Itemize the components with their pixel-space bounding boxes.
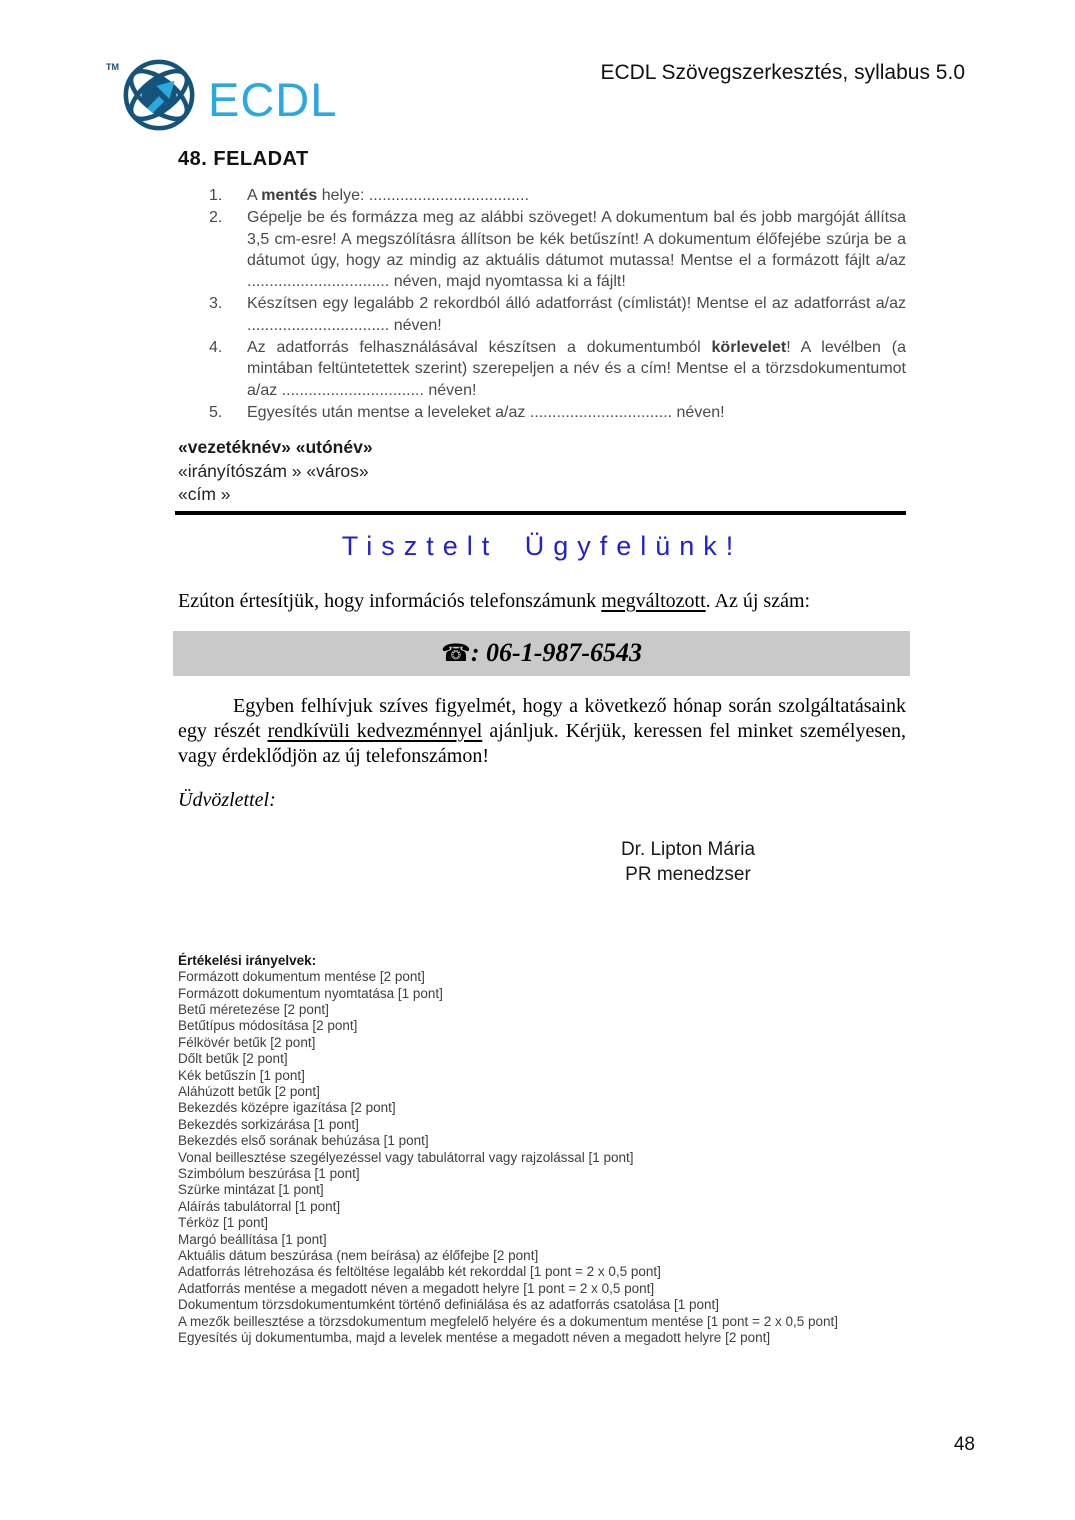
criteria-item: Térköz [1 pont] [178,1215,269,1231]
task-item-text: helye: .................................... [317,187,529,204]
telephone-icon: ☎ [440,638,471,667]
task-item-text: Gépelje be és formázza meg az alábbi szöveget! A dokumentum bal és jobb margóját állítsa 3,5 cm-esre! A megszólításra állítson be kék betűszínt! A dokumentum élőfejébe szúrja be a dátumot úgy, hogy az mindig az aktuális dátumot mutassa! Mentse el a formázott fájlt a/az ................................ néven, majd nyomtassa ki a fájlt! [247,209,906,291]
task-item-number: 4. [209,339,223,357]
task-item-3 [178,293,906,336]
task-item-2 [178,207,906,292]
criteria-item: Aláhúzott betűk [2 pont] [178,1084,320,1100]
task-heading: 48. FELADAT [178,148,309,170]
merge-field-name-line: «vezetéknév» «utónév» [178,437,373,458]
criteria-item: Formázott dokumentum mentése [2 pont] [178,969,425,985]
criteria-item: A mezők beillesztése a törzsdokumentum megfelelő helyére és a dokumentum mentése [1 pont = 2 x 0,5 pont] [178,1313,838,1329]
paragraph-text: ajánljuk. Kérjük, keressen fel minket személyesen, vagy érdeklődjön az új telefonszámon! [178,719,906,767]
criteria-item: Dokumentum törzsdokumentumként történő definiálása és az adatforrás csatolása [1 pont] [178,1297,720,1313]
criteria-item: Kék betűszín [1 pont] [178,1067,305,1083]
criteria-title: Értékelési irányelvek: [178,952,317,968]
task-item-number: 2. [209,209,223,227]
task-item-number: 3. [209,295,223,313]
criteria-item: Betű méretezése [2 pont] [178,1001,329,1017]
task-item-number: 5. [209,403,223,421]
task-item-text: A [247,187,262,204]
task-item-4 [178,337,906,401]
criteria-item: Aláírás tabulátorral [1 pont] [178,1198,341,1214]
criteria-item: Dőlt betűk [2 pont] [178,1051,288,1067]
criteria-item: Betűtípus módosítása [2 pont] [178,1018,358,1034]
signature-role: PR menedzser [625,863,751,885]
task-item-number: 1. [209,187,223,204]
criteria-item: Egyesítés új dokumentumba, majd a levelek mentése a megadott néven a megadott helyre [2 pont] [178,1330,771,1346]
task-item-text: ! A levélben (a mintában feltüntetettek szerint) szerepeljen a név és a cím! Mentse el a törzsdokumentumot a/az ................................ néven! [247,339,907,399]
signature-block [538,837,838,887]
page-header-title: ECDL Szövegszerkesztés, syllabus 5.0 [600,61,965,84]
letter-paragraph-1 [178,588,906,614]
task-item-text: Készítsen egy legalább 2 rekordból álló adatforrást (címlistát)! Mentse el az adatforrást a/az ................................ néven! [247,295,906,334]
criteria-item: Félkövér betűk [2 pont] [178,1034,316,1050]
task-item-5 [178,402,906,423]
merge-field-address-line: «cím » [178,484,231,505]
letter-salutation: Tisztelt Ügyfelünk! [341,530,743,561]
merge-field-block [178,436,906,507]
paragraph-text: . Az új szám: [705,589,811,612]
ecdl-logo [106,56,337,134]
criteria-list [178,969,906,1346]
merge-field-zip-city-line: «irányítószám » «város» [178,460,369,481]
paragraph-text: Egyben felhívjuk szíves figyelmét, hogy a következő hónap során szolgáltatásaink egy részét [178,694,906,742]
criteria-item: Szimbólum beszúrása [1 pont] [178,1166,360,1182]
paragraph-text: Ezúton értesítjük, hogy információs telefonszámunk [178,589,602,612]
criteria-item: Szürke mintázat [1 pont] [178,1182,324,1198]
ecdl-globe-icon [120,56,198,134]
task-item-1 [178,185,906,206]
page-number: 48 [953,1434,975,1455]
criteria-item: Bekezdés sorkizárása [1 pont] [178,1116,359,1132]
letter-paragraph-2 [178,694,906,769]
criteria-item: Bekezdés első sorának behúzása [1 pont] [178,1133,429,1149]
criteria-item: Adatforrás létrehozása és feltöltése legalább két rekorddal [1 pont = 2 x 0,5 pont] [178,1264,661,1280]
task-item-bold: körlevelet [711,339,787,357]
criteria-item: Margó beállítása [1 pont] [178,1231,327,1247]
task-item-bold: mentés [261,187,318,204]
task-list [178,185,906,423]
content-column [178,148,906,1347]
underlined-text: megváltozott [601,589,706,612]
criteria-item: Aktuális dátum beszúrása (nem beírása) az élőfejbe [2 pont] [178,1248,539,1264]
criteria-item: Bekezdés középre igazítása [2 pont] [178,1100,396,1116]
letter-closing: Üdvözlettel: [178,788,276,811]
criteria-item: Adatforrás mentése a megadott néven a megadott helyre [1 pont = 2 x 0,5 pont] [178,1280,655,1296]
trademark-label: TM [106,62,119,72]
criteria-item: Vonal beillesztése szegélyezéssel vagy tabulátorral vagy rajzolással [1 pont] [178,1149,634,1165]
ecdl-logo-text: ECDL [208,73,338,126]
horizontal-rule [175,511,906,515]
phone-number-banner [173,631,910,676]
phone-number-text: : 06-1-987-6543 [470,637,643,667]
task-item-text: Az adatforrás felhasználásával készítsen a dokumentumból [247,339,712,357]
evaluation-criteria [178,953,906,1347]
underlined-text: rendkívüli kedvezménnyel [267,719,483,742]
signature-name: Dr. Lipton Mária [620,838,756,860]
task-item-text: Egyesítés után mentse a leveleket a/az ................................ néven! [247,403,725,421]
criteria-item: Formázott dokumentum nyomtatása [1 pont] [178,985,443,1001]
